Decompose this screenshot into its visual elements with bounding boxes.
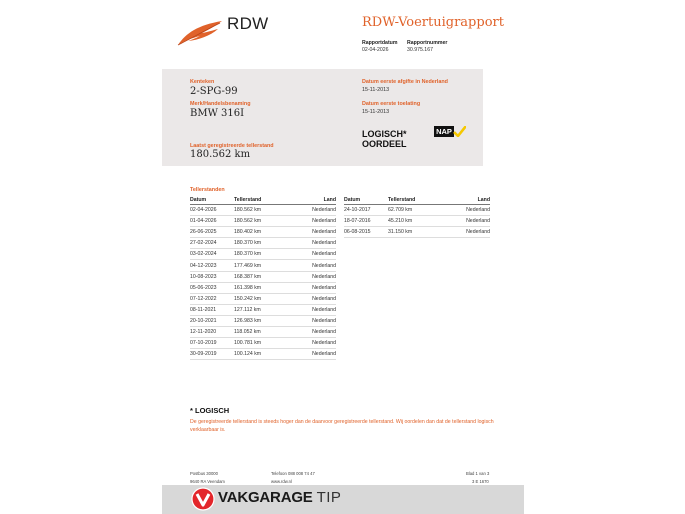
vakgarage-banner [162, 485, 524, 514]
cell-tellerstand: 118.052 km [234, 327, 286, 338]
column-header-tellerstand: Tellerstand [234, 196, 286, 205]
cell-datum: 12-11-2020 [190, 327, 234, 338]
cell-datum: 07-12-2022 [190, 293, 234, 304]
report-number-label: Rapportnummer [407, 40, 448, 46]
table-row [190, 216, 336, 227]
rdw-logo-icon [176, 19, 224, 47]
cell-tellerstand: 100.124 km [234, 349, 286, 360]
tellerstand-value: 180.562 km [190, 149, 251, 160]
cell-land: Nederland [286, 216, 336, 227]
footer-address: 9640 RA Veendam [190, 479, 225, 484]
cell-land: Nederland [286, 315, 336, 326]
cell-land: Nederland [286, 349, 336, 360]
tellerstanden-table-right [344, 196, 490, 238]
cell-datum: 27-02-2024 [190, 238, 234, 249]
footer-telefoon: Telefoon 088 008 74 47 [271, 471, 315, 476]
vakgarage-tip: TIP [316, 489, 342, 506]
cell-datum: 08-11-2021 [190, 304, 234, 315]
report-date-label: Rapportdatum [362, 40, 398, 46]
nap-logo-icon [434, 126, 466, 137]
footer-website: www.rdw.nl [271, 479, 292, 484]
cell-land: Nederland [286, 327, 336, 338]
vakgarage-brand: VAKGARAGE [218, 489, 313, 506]
report-title: RDW-Voertuigrapport [362, 15, 504, 30]
cell-datum: 04-12-2023 [190, 260, 234, 271]
cell-datum: 06-08-2015 [344, 227, 388, 238]
cell-tellerstand: 150.242 km [234, 293, 286, 304]
cell-land: Nederland [440, 227, 490, 238]
cell-tellerstand: 177.469 km [234, 260, 286, 271]
cell-land: Nederland [286, 293, 336, 304]
vakgarage-wordmark [218, 489, 341, 506]
cell-tellerstand: 161.398 km [234, 282, 286, 293]
verdict-line-1: LOGISCH* [362, 129, 407, 139]
nap-text: NAP [436, 127, 452, 136]
cell-tellerstand: 45.210 km [388, 216, 440, 227]
table-row [190, 315, 336, 326]
toelating-label: Datum eerste toelating [362, 101, 421, 107]
footer-page: Blad 1 van 3 [466, 471, 490, 476]
cell-land: Nederland [286, 260, 336, 271]
cell-land: Nederland [440, 205, 490, 216]
report-date-value: 02-04-2026 [362, 47, 389, 53]
cell-land: Nederland [440, 216, 490, 227]
column-header-datum: Datum [344, 196, 388, 205]
cell-land: Nederland [286, 304, 336, 315]
cell-tellerstand: 168.387 km [234, 271, 286, 282]
table-row [190, 327, 336, 338]
cell-datum: 10-08-2023 [190, 271, 234, 282]
brand-name: RDW [227, 14, 269, 33]
cell-land: Nederland [286, 282, 336, 293]
table-row [190, 238, 336, 249]
cell-tellerstand: 180.370 km [234, 249, 286, 260]
tellerstanden-table-left [190, 196, 336, 360]
cell-tellerstand: 100.781 km [234, 338, 286, 349]
footer-code: 3 E 1670 [472, 479, 489, 484]
verdict-line-2: OORDEEL [362, 139, 407, 149]
cell-land: Nederland [286, 249, 336, 260]
table-row [190, 271, 336, 282]
table-row [190, 282, 336, 293]
cell-tellerstand: 127.112 km [234, 304, 286, 315]
cell-land: Nederland [286, 271, 336, 282]
cell-land: Nederland [286, 205, 336, 216]
cell-datum: 24-10-2017 [344, 205, 388, 216]
column-header-datum: Datum [190, 196, 234, 205]
cell-tellerstand: 31.150 km [388, 227, 440, 238]
cell-tellerstand: 180.562 km [234, 216, 286, 227]
cell-datum: 01-04-2026 [190, 216, 234, 227]
afgifte-value: 15-11-2013 [362, 87, 390, 93]
cell-datum: 18-07-2016 [344, 216, 388, 227]
footer-postbus: Postbus 30000 [190, 471, 218, 476]
footnote-title: * LOGISCH [190, 406, 230, 415]
table-row [190, 304, 336, 315]
afgifte-label: Datum eerste afgifte in Nederland [362, 79, 448, 85]
table-row [344, 205, 490, 216]
table-row [190, 227, 336, 238]
cell-land: Nederland [286, 338, 336, 349]
cell-datum: 26-06-2025 [190, 227, 234, 238]
kenteken-label: Kenteken [190, 79, 215, 85]
cell-datum: 05-06-2023 [190, 282, 234, 293]
vakgarage-logo-icon [191, 487, 215, 511]
table-row [190, 349, 336, 360]
cell-tellerstand: 126.983 km [234, 315, 286, 326]
kenteken-value: 2-SPG-99 [190, 86, 238, 97]
cell-datum: 02-04-2026 [190, 205, 234, 216]
table-row [344, 227, 490, 238]
column-header-tellerstand: Tellerstand [388, 196, 440, 205]
toelating-value: 15-11-2013 [362, 109, 390, 115]
cell-datum: 20-10-2021 [190, 315, 234, 326]
cell-datum: 03-02-2024 [190, 249, 234, 260]
tellerstanden-title: Tellerstanden [190, 187, 225, 193]
table-row [190, 293, 336, 304]
merk-label: Merk/Handelsbenaming [190, 101, 251, 107]
cell-tellerstand: 62.709 km [388, 205, 440, 216]
cell-land: Nederland [286, 227, 336, 238]
cell-datum: 30-09-2019 [190, 349, 234, 360]
table-row [344, 216, 490, 227]
merk-value: BMW 316I [190, 108, 245, 119]
cell-tellerstand: 180.402 km [234, 227, 286, 238]
cell-tellerstand: 180.370 km [234, 238, 286, 249]
table-row [190, 338, 336, 349]
cell-tellerstand: 180.562 km [234, 205, 286, 216]
column-header-land: Land [440, 196, 490, 205]
footnote-text: De geregistreerde tellerstand is steeds hoger dan de daarvoor geregistreerde tellerstand. Wij oordelen dan dat de tellerstand logisch verklaarbaar is. [190, 419, 494, 433]
cell-land: Nederland [286, 238, 336, 249]
verdict [362, 129, 407, 149]
report-number-value: 30.975.167 [407, 47, 433, 53]
table-row [190, 249, 336, 260]
tellerstand-label: Laatst geregistreerde tellerstand [190, 143, 274, 149]
column-header-land: Land [286, 196, 336, 205]
cell-datum: 07-10-2019 [190, 338, 234, 349]
table-row [190, 205, 336, 216]
table-row [190, 260, 336, 271]
